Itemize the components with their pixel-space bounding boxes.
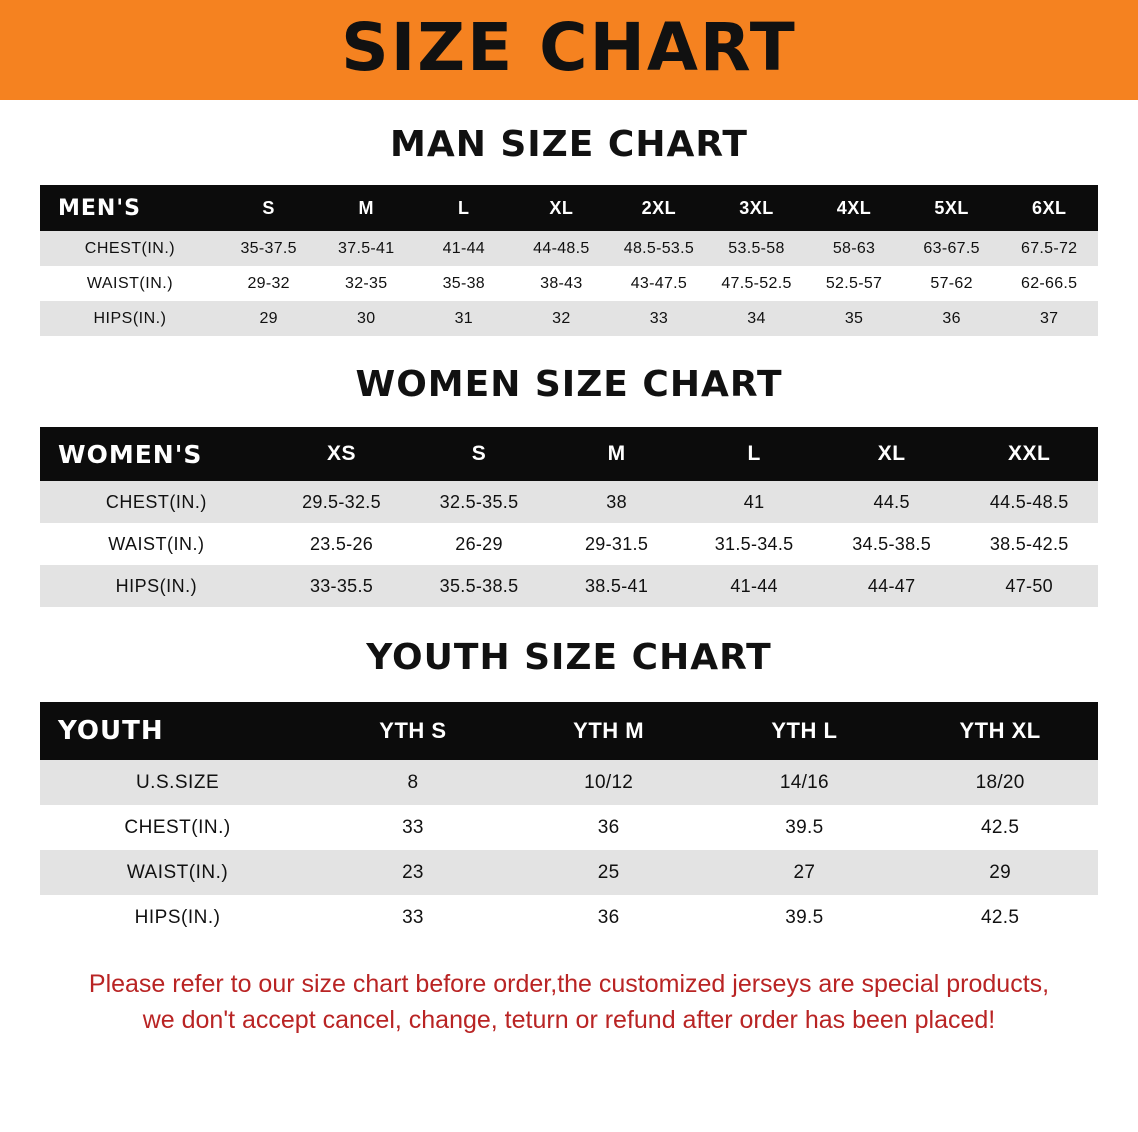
- women-cell: 33-35.5: [309, 575, 374, 596]
- women-row-label: WAIST(IN.): [108, 533, 205, 554]
- man-size-header: S: [262, 197, 275, 218]
- man-cell: 29-32: [247, 274, 290, 292]
- women-table-body: [40, 481, 1098, 607]
- youth-corner-label: YOUTH: [58, 716, 164, 746]
- man-cell: 37.5-41: [338, 239, 395, 257]
- table-row: [40, 850, 1098, 895]
- table-row: [40, 805, 1098, 850]
- women-size-header: XS: [327, 442, 357, 465]
- man-cell: 57-62: [930, 274, 973, 292]
- man-size-header: 5XL: [934, 197, 969, 218]
- youth-cell: 36: [597, 816, 620, 838]
- man-table-head: [40, 185, 1098, 231]
- man-size-header: 2XL: [641, 197, 677, 218]
- man-cell: 37: [1039, 309, 1059, 327]
- women-cell: 38: [606, 491, 627, 512]
- man-cell: 33: [649, 309, 669, 327]
- youth-cell: 14/16: [779, 771, 829, 793]
- man-row-label: CHEST(IN.): [84, 239, 176, 257]
- women-row-label: HIPS(IN.): [115, 575, 198, 596]
- man-cell: 48.5-53.5: [623, 239, 695, 257]
- man-cell: 35-38: [442, 274, 485, 292]
- women-size-header: S: [471, 442, 487, 465]
- youth-cell: 10/12: [584, 771, 634, 793]
- youth-cell: 42.5: [981, 816, 1020, 838]
- table-row: [40, 760, 1098, 805]
- man-cell: 63-67.5: [923, 239, 980, 257]
- women-cell: 23.5-26: [309, 533, 374, 554]
- women-cell: 34.5-38.5: [852, 533, 932, 554]
- man-size-header: 6XL: [1031, 197, 1067, 218]
- youth-row-label: CHEST(IN.): [124, 816, 231, 838]
- man-cell: 36: [942, 309, 961, 327]
- disclaimer-note: [34, 966, 1104, 1039]
- man-corner-label: MEN'S: [58, 195, 141, 221]
- youth-cell: 39.5: [785, 816, 824, 838]
- youth-size-header: YTH S: [379, 718, 447, 743]
- table-row: [40, 895, 1098, 940]
- women-cell: 47-50: [1005, 575, 1053, 596]
- youth-cell: 18/20: [975, 771, 1025, 793]
- man-cell: 35-37.5: [240, 239, 297, 257]
- youth-row-label: WAIST(IN.): [126, 861, 229, 883]
- man-cell: 58-63: [832, 239, 876, 257]
- youth-cell: 36: [597, 906, 620, 928]
- women-corner-label: WOMEN'S: [58, 439, 203, 469]
- man-cell: 32: [552, 309, 571, 327]
- table-row: [40, 523, 1098, 565]
- banner-title: SIZE CHART: [341, 9, 797, 86]
- women-cell: 29-31.5: [585, 533, 649, 554]
- table-row: [40, 266, 1098, 301]
- youth-cell: 25: [597, 861, 620, 883]
- man-size-header: 4XL: [836, 197, 872, 218]
- man-size-header: M: [358, 197, 374, 218]
- disclaimer-line-1: Please refer to our size chart before order,the customized jerseys are special products,: [88, 970, 1050, 998]
- youth-cell: 33: [402, 816, 424, 838]
- man-cell: 41-44: [442, 239, 485, 257]
- youth-size-header: YTH L: [771, 718, 838, 743]
- youth-row-label: U.S.SIZE: [135, 771, 220, 793]
- man-cell: 43-47.5: [630, 274, 688, 292]
- youth-cell: 29: [989, 861, 1011, 883]
- man-row-label: HIPS(IN.): [93, 309, 167, 327]
- women-size-header: M: [607, 442, 626, 465]
- man-section-title: MAN SIZE CHART: [390, 124, 748, 165]
- women-cell: 31.5-34.5: [714, 533, 794, 554]
- man-size-header: XL: [549, 197, 574, 218]
- man-head-row: [40, 185, 1098, 231]
- man-size-header: 3XL: [739, 197, 774, 218]
- man-cell: 44-48.5: [533, 239, 590, 257]
- man-row-label: WAIST(IN.): [86, 274, 174, 292]
- youth-cell: 8: [407, 771, 419, 793]
- man-cell: 53.5-58: [728, 239, 785, 257]
- man-cell: 30: [357, 309, 376, 327]
- youth-size-table: [40, 702, 1098, 940]
- women-size-header: XXL: [1008, 442, 1051, 465]
- women-size-header: XL: [877, 442, 906, 465]
- man-cell: 62-66.5: [1021, 274, 1078, 292]
- youth-section-title: YOUTH SIZE CHART: [366, 637, 772, 678]
- man-cell: 31: [454, 309, 473, 327]
- women-row-label: CHEST(IN.): [105, 491, 207, 512]
- youth-cell: 42.5: [981, 906, 1020, 928]
- table-row: [40, 231, 1098, 266]
- table-row: [40, 301, 1098, 336]
- man-table-body: [40, 231, 1098, 336]
- man-cell: 52.5-57: [825, 274, 883, 292]
- women-cell: 35.5-38.5: [439, 575, 519, 596]
- man-cell: 38-43: [540, 274, 583, 292]
- women-head-row: [40, 427, 1098, 481]
- man-cell: 67.5-72: [1021, 239, 1078, 257]
- youth-head-row: [40, 702, 1098, 760]
- youth-table-wrap: [0, 702, 1138, 940]
- women-cell: 32.5-35.5: [439, 491, 519, 512]
- women-table-head: [40, 427, 1098, 481]
- women-cell: 29.5-32.5: [302, 491, 381, 512]
- man-size-header: L: [458, 197, 470, 218]
- youth-row-label: HIPS(IN.): [134, 906, 221, 928]
- youth-cell: 33: [402, 906, 424, 928]
- women-section-title: WOMEN SIZE CHART: [355, 364, 783, 405]
- man-cell: 35: [844, 309, 864, 327]
- banner: [0, 0, 1138, 100]
- youth-cell: 23: [402, 861, 424, 883]
- women-cell: 44.5-48.5: [989, 491, 1069, 512]
- table-row: [40, 481, 1098, 523]
- man-cell: 47.5-52.5: [721, 274, 792, 292]
- disclaimer-line-2: we don't accept cancel, change, teturn or refund after order has been placed!: [142, 1006, 996, 1035]
- women-cell: 44.5: [873, 491, 910, 512]
- women-size-table: [40, 427, 1098, 607]
- youth-table-head: [40, 702, 1098, 760]
- women-cell: 41-44: [730, 575, 778, 596]
- man-cell: 32-35: [345, 274, 388, 292]
- man-cell: 29: [259, 309, 278, 327]
- youth-size-header: YTH M: [573, 718, 645, 743]
- women-size-header: L: [747, 442, 761, 465]
- women-cell: 44-47: [867, 575, 916, 596]
- man-size-table: [40, 185, 1098, 336]
- women-cell: 41: [743, 491, 765, 512]
- youth-table-body: [40, 760, 1098, 940]
- women-cell: 26-29: [455, 533, 503, 554]
- women-table-wrap: [0, 427, 1138, 607]
- youth-size-header: YTH XL: [959, 718, 1041, 743]
- women-cell: 38.5-42.5: [989, 533, 1069, 554]
- women-cell: 38.5-41: [585, 575, 649, 596]
- youth-cell: 27: [793, 861, 816, 883]
- table-row: [40, 565, 1098, 607]
- man-cell: 34: [747, 309, 766, 327]
- man-table-wrap: [0, 185, 1138, 336]
- youth-cell: 39.5: [785, 906, 824, 928]
